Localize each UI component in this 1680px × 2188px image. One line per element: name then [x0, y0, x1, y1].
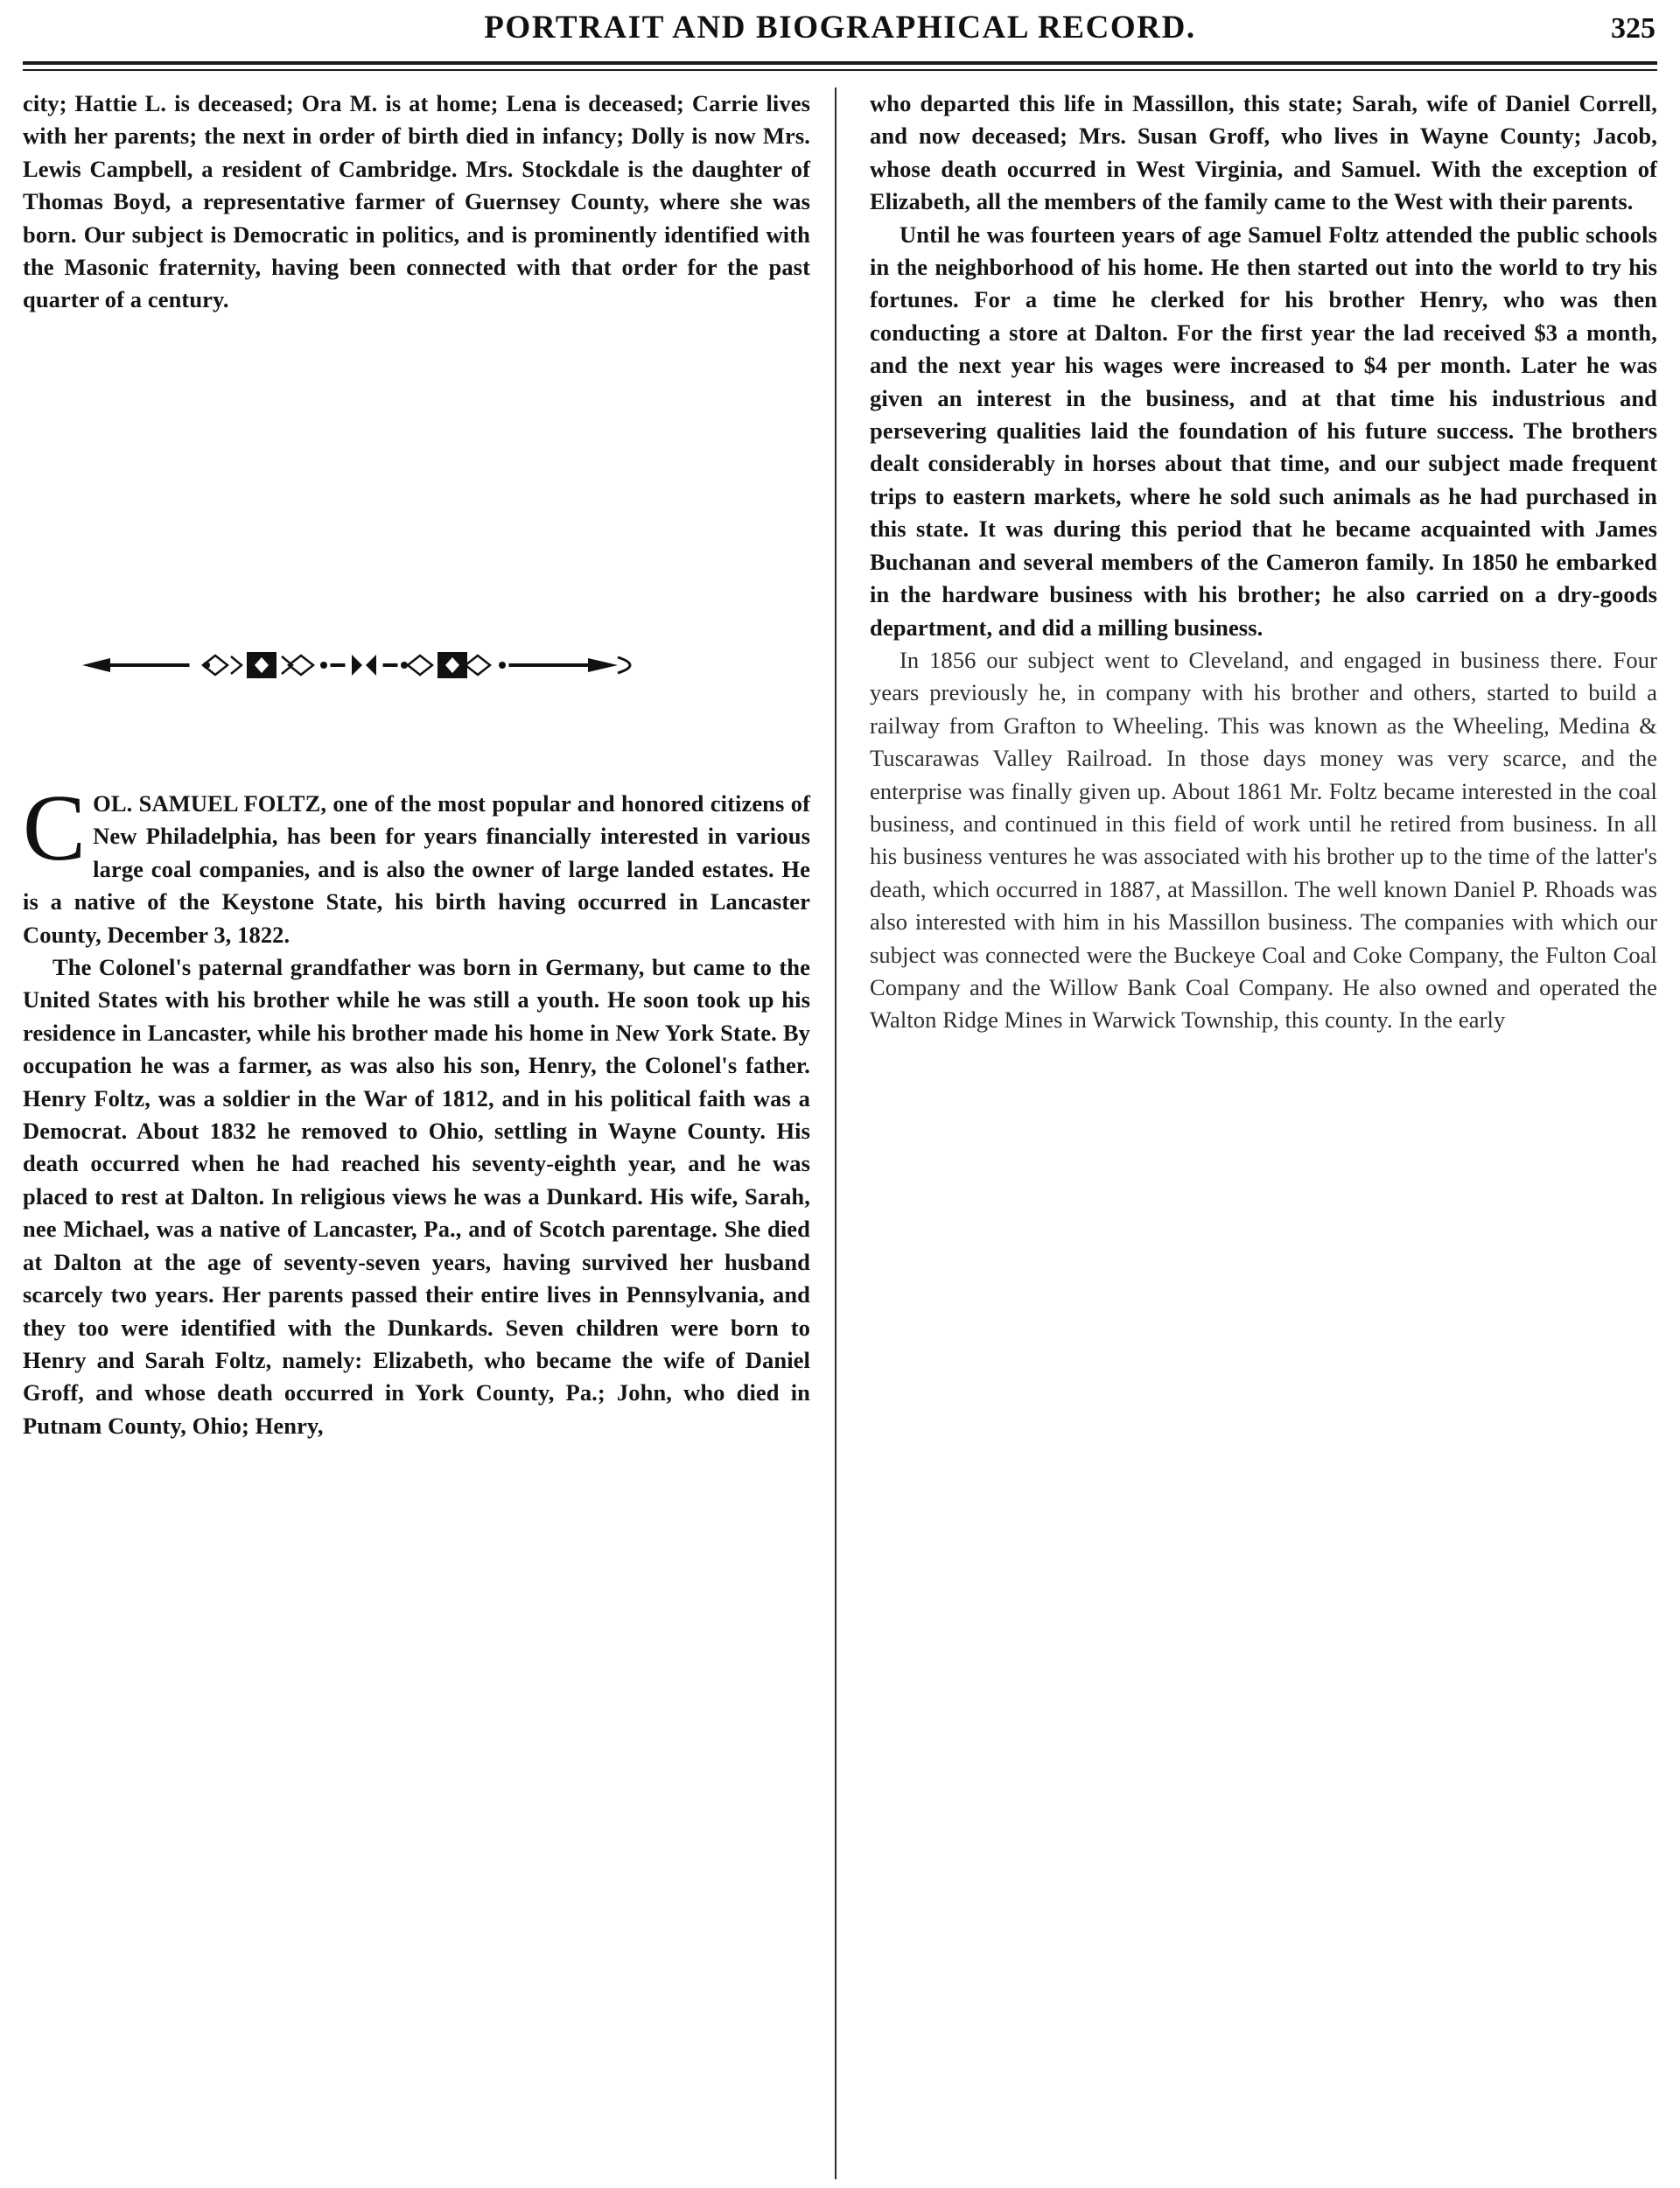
paragraph: In 1856 our subject went to Cleveland, and engaged in business there. Four years previously he, in company with his brother and others, started to build a railway from Grafton to Wheeling. This was known as the Wheeling, Medina & Tuscarawas Valley Railroad. In those days money was very scarce, and the enterprise was finally given up. About 1861 Mr. Foltz became interested in the coal business, and continued in this field of work until he retired from business. In all his business ventures he was associated with his brother up to the time of the latter's death, which occurred in 1887, at Massillon. The well known Daniel P. Rhoads was also interested with him in his Massillon business. The companies with which our subject was connected were the Buckeye Coal and Coke Company, the Fulton Coal Company and the Willow Bank Coal Company. He also owned and operated the Walton Ridge Mines in Warwick Township, this county. In the early: [870, 646, 1657, 1034]
drop-cap: C: [23, 776, 87, 880]
article-opening-text: OL. SAMUEL FOLTZ, one of the most popular and honored citizens of New Philadelphia, has been for years financially interested in various large coal companies, and is also the owner of large landed estates. He is a native of the Keystone State, his birth having occurred in Lancaster County, December 3, 1822.: [23, 790, 810, 948]
article-opening-paragraph: [23, 776, 810, 951]
page-header: [0, 9, 1680, 63]
header-rule-thin: [23, 69, 1657, 71]
paragraph: The Colonel's paternal grandfather was born in Germany, but came to the United States with his brother while he was still a youth. He soon took up his residence in Lancaster, while his brother made his home in New York State. By occupation he was a farmer, as was also his son, Henry, the Colonel's father. Henry Foltz, was a soldier in the War of 1812, and in his political faith was a Democrat. About 1832 he removed to Ohio, settling in Wayne County. His death occurred when he had reached his seventy-eighth year, and he was placed to rest at Dalton. In religious views he was a Dunkard. His wife, Sarah, nee Michael, was a native of Lancaster, Pa., and of Scotch parentage. She died at Dalton at the age of seventy-seven years, having survived her husband scarcely two years. Her parents passed their entire lives in Pennsylvania, and they too were identified with the Dunkards. Seven children were born to Henry and Sarah Foltz, namely: Elizabeth, who became the wife of Daniel Groff, and whose death occurred in York County, Pa.; John, who died in Putnam County, Ohio; Henry,: [23, 954, 810, 1439]
right-column: [870, 88, 1657, 2179]
page-title: PORTRAIT AND BIOGRAPHICAL RECORD.: [484, 10, 1196, 46]
article-body: [23, 776, 810, 1442]
page-number: 325: [1611, 12, 1656, 45]
paragraph: city; Hattie L. is deceased; Ora M. is at home; Lena is deceased; Carrie lives with her parents; the next in order of birth died in infancy; Dolly is now Mrs. Lewis Campbell, a resident of Cambridge. Mrs. Stockdale is the daughter of Thomas Boyd, a representative farmer of Guernsey County, where she was born. Our subject is Democratic in politics, and is prominently identified with the Masonic fraternity, having been connected with that order for the past quarter of a century.: [23, 90, 810, 313]
paragraph: Until he was fourteen years of age Samuel Foltz attended the public schools in the neighborhood of his home. He then started out into the world to try his fortunes. For a time he clerked for his brother Henry, who was then conducting a store at Dalton. For the first year the lad received $3 a month, and the next year his wages were increased to $4 per month. Later he was given an interest in the business, and at that time his industrious and persevering qualities laid the foundation of his future success. The brothers dealt considerably in horses about that time, and our subject made frequent trips to eastern markets, where he sold such animals as he had purchased in this state. It was during this period that he became acquainted with James Buchanan and several members of the Cameron family. In 1850 he embarked in the hardware business with his brother; he also carried on a dry-goods department, and did a milling business.: [870, 221, 1657, 641]
decorative-divider-icon: [75, 639, 766, 691]
header-rule-thick: [23, 61, 1657, 65]
column-divider: [835, 88, 836, 2179]
left-column: [23, 88, 810, 2179]
paragraph: who departed this life in Massillon, this state; Sarah, wife of Daniel Correll, and now deceased; Mrs. Susan Groff, who lives in Wayne County; Jacob, whose death occurred in West Virginia, and Samuel. With the exception of Elizabeth, all the members of the family came to the West with their parents.: [870, 90, 1657, 215]
text-columns: [23, 88, 1657, 2179]
